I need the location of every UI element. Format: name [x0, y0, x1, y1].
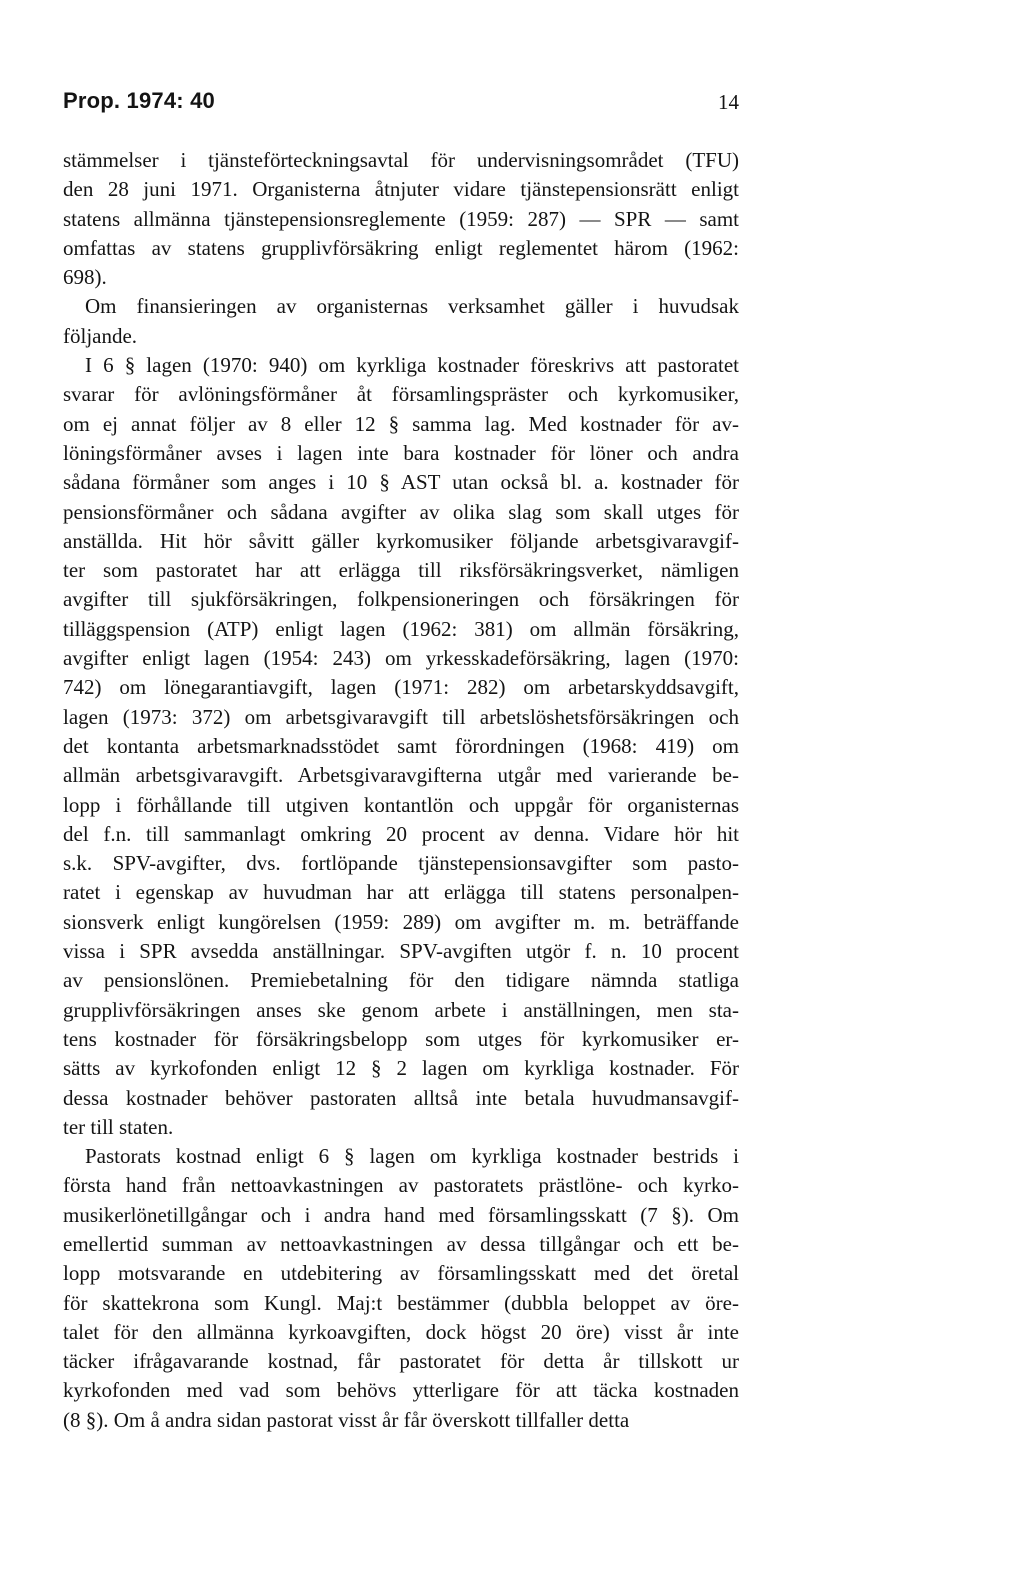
text-line: lopp motsvarande en utdebitering av församlingsskatt med det öretal [63, 1261, 739, 1286]
text-line: det kontanta arbetsmarknadsstödet samt förordningen (1968: 419) om [63, 733, 739, 758]
text-line: talet för den allmänna kyrkoavgiften, dock högst 20 öre) visst år inte [63, 1319, 739, 1344]
text-line: pensionsförmåner och sådana avgifter av olika slag som skall utges för [63, 499, 739, 524]
text-line: svarar för avlöningsförmåner åt församlingspräster och kyrkomusiker, [63, 382, 739, 407]
text-line: musikerlönetillgångar och i andra hand med församlingsskatt (7 §). Om [63, 1202, 739, 1227]
paragraph [63, 351, 739, 1142]
text-line: av pensionslönen. Premiebetalning för den tidigare nämnda statliga [63, 968, 739, 993]
text-line: kyrkofonden med vad som behövs ytterligare för att täcka kostnaden [63, 1378, 739, 1403]
text-line: 742) om lönegarantiavgift, lagen (1971: 282) om arbetarskyddsavgift, [63, 675, 739, 700]
text-line: sådana förmåner som anges i 10 § AST utan också bl. a. kostnader för [63, 470, 739, 495]
text-line: (8 §). Om å andra sidan pastorat visst år får överskott tillfaller detta [63, 1407, 630, 1432]
text-line: för skattekrona som Kungl. Maj:t bestämmer (dubbla beloppet av öre- [63, 1290, 739, 1315]
text-line: vissa i SPR avsedda anställningar. SPV-avgiften utgör f. n. 10 procent [63, 939, 739, 964]
text-line: Pastorats kostnad enligt 6 § lagen om kyrkliga kostnader bestrids i [85, 1144, 739, 1169]
text-line: tilläggspension (ATP) enligt lagen (1962: 381) om allmän försäkring, [63, 616, 739, 641]
paragraph [63, 146, 739, 292]
text-line: Om finansieringen av organisternas verksamhet gäller i huvudsak [85, 294, 739, 319]
text-line: omfattas av statens grupplivförsäkring enligt reglementet härom (1962: [63, 235, 739, 260]
text-line: allmän arbetsgivaravgift. Arbetsgivaravgifterna utgår med varierande be- [63, 763, 739, 788]
text-line: del f.n. till sammanlagt omkring 20 procent av denna. Vidare hör hit [63, 821, 739, 846]
text-line: lagen (1973: 372) om arbetsgivaravgift till arbetslöshetsförsäkringen och [63, 704, 739, 729]
text-line: grupplivförsäkringen anses ske genom arbete i anställningen, men sta- [63, 997, 739, 1022]
text-line: om ej annat följer av 8 eller 12 § samma lag. Med kostnader för av- [63, 411, 739, 436]
document-body [63, 146, 739, 1435]
text-line: sionsverk enligt kungörelsen (1959: 289) om avgifter m. m. beträffande [63, 909, 739, 934]
text-line: avgifter till sjukförsäkringen, folkpensioneringen och försäkringen för [63, 587, 739, 612]
text-line: den 28 juni 1971. Organisterna åtnjuter vidare tjänstepensionsrätt enligt [63, 177, 739, 202]
text-line: 698). [63, 265, 107, 290]
paragraph [63, 1142, 739, 1435]
text-line: tens kostnader för försäkringsbelopp som utges för kyrkomusiker er- [63, 1026, 739, 1051]
text-line: avgifter enligt lagen (1954: 243) om yrkesskadeförsäkring, lagen (1970: [63, 646, 739, 671]
text-line: ratet i egenskap av huvudman har att erlägga till statens personalpen- [63, 880, 739, 905]
paragraph [63, 292, 739, 351]
page-number: 14 [718, 90, 739, 114]
text-line: emellertid summan av nettoavkastningen av dessa tillgångar och ett be- [63, 1231, 739, 1256]
text-line: statens allmänna tjänstepensionsreglemente (1959: 287) — SPR — samt [63, 206, 739, 231]
text-line: s.k. SPV-avgifter, dvs. fortlöpande tjänstepensionsavgifter som pasto- [63, 851, 739, 876]
text-line: anställda. Hit hör såvitt gäller kyrkomusiker följande arbetsgivaravgif- [63, 528, 739, 553]
text-line: första hand från nettoavkastningen av pastoratets prästlöne- och kyrko- [63, 1173, 739, 1198]
text-line: följande. [63, 323, 138, 348]
text-line: löningsförmåner avses i lagen inte bara kostnader för löner och andra [63, 440, 739, 465]
text-line: I 6 § lagen (1970: 940) om kyrkliga kostnader föreskrivs att pastoratet [85, 353, 739, 378]
page-header [63, 88, 739, 118]
text-line: täcker ifrågavarande kostnad, får pastoratet för detta år tillskott ur [63, 1349, 739, 1374]
text-line: sätts av kyrkofonden enligt 12 § 2 lagen om kyrkliga kostnader. För [63, 1056, 739, 1081]
text-line: stämmelser i tjänsteförteckningsavtal för undervisningsområdet (TFU) [63, 148, 739, 172]
text-line: lopp i förhållande till utgiven kontantlön och uppgår för organisternas [63, 792, 739, 817]
document-reference: Prop. 1974: 40 [63, 88, 215, 113]
text-line: ter till staten. [63, 1114, 174, 1139]
text-line: ter som pastoratet har att erlägga till riksförsäkringsverket, nämligen [63, 558, 739, 583]
text-line: dessa kostnader behöver pastoraten alltså inte betala huvudmansavgif- [63, 1085, 739, 1110]
